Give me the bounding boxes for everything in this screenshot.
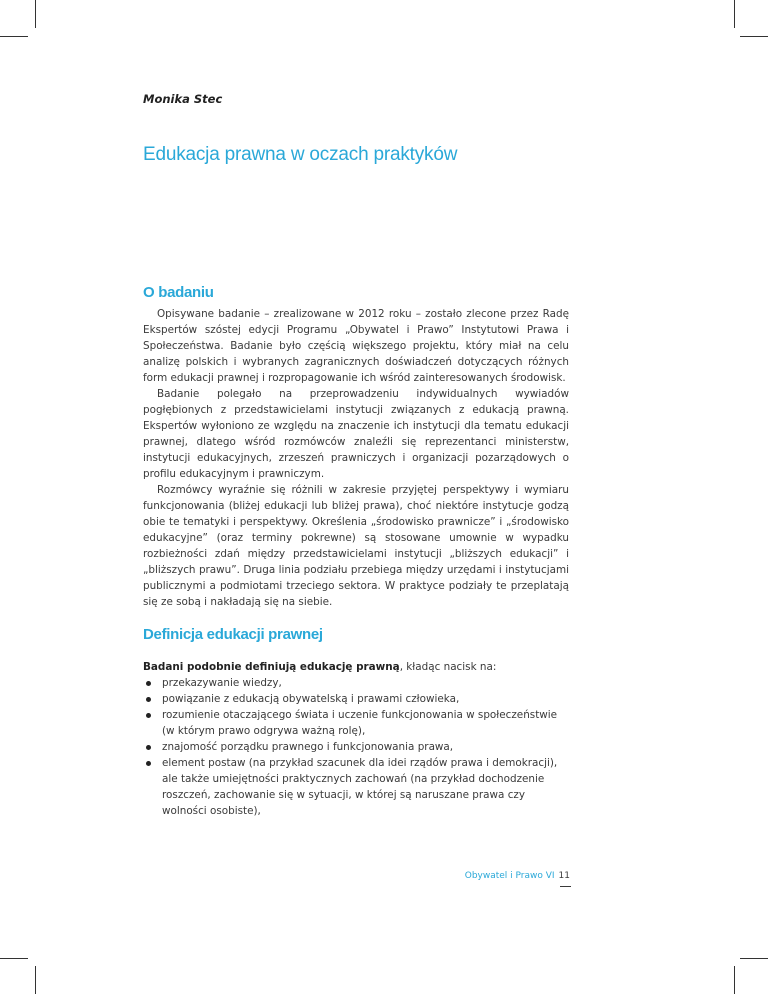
list-item: przekazywanie wiedzy, (143, 675, 569, 691)
crop-mark (734, 966, 735, 994)
bullet-list (143, 675, 569, 819)
crop-mark (0, 36, 28, 37)
crop-mark (0, 958, 28, 959)
paragraph: Badanie polegało na przeprowadzeniu indywidualnych wywiadów pogłębionych z przedstawicielami instytucji związanych z edukacją prawną. Ekspertów wyłoniono ze względu na znaczenie ich instytucji dla tematu edukacji prawnej, dlatego wśród rozmówców znaleźli się reprezentanci ministerstw, instytucji edukacyjnych, zrzeszeń prawniczych i organizacji pozarządowych o profilu edukacyjnym i prawniczym. (143, 388, 569, 480)
lead-bold: Badani podobnie definiują edukację prawną (143, 661, 400, 673)
article-title: Edukacja prawna w oczach praktyków (143, 144, 458, 165)
crop-mark (35, 966, 36, 994)
list-item: element postaw (na przykład szacunek dla idei rządów prawa i demokracji), ale także umiejętności praktycznych zachowań (na przykład dochodzenie roszczeń, zachowanie się w sytuacji, w której są naruszane prawa czy wolności osobiste), (143, 755, 569, 819)
lead-sentence (143, 659, 569, 675)
crop-mark (740, 36, 768, 37)
paragraph: Opisywane badanie – zrealizowane w 2012 roku – zostało zlecone przez Radę Ekspertów szóstej edycji Programu „Obywatel i Prawo” Instytutowi Prawa i Społeczeństwa. Badanie było częścią większego projektu, który miał na celu analizę polskich i wybranych zagranicznych doświadczeń dotyczących różnych form edukacji prawnej i rozpropagowanie ich wśród zainteresowanych środowisk. (143, 308, 569, 384)
page-footer (430, 871, 570, 881)
list-item: znajomość porządku prawnego i funkcjonowania prawa, (143, 739, 569, 755)
footer-rule (560, 886, 571, 887)
paragraph: Rozmówcy wyraźnie się różnili w zakresie przyjętej perspektywy i wymiaru funkcjonowania (bliżej edukacji lub bliżej prawa), choć niektóre instytucje godzą obie te tematyki i perspektywy. Określenia „środowisko prawnicze” i „środowisko edukacyjne” (oraz terminy pokrewne) są stosowane umownie w wypadku rozbieżności zdań między przedstawicielami instytucji „bliższych edukacji” i „bliższych prawu”. Druga linia podziału przebiega między urzędami i instytucjami publicznymi a podmiotami trzeciego sektora. W praktyce podziały te przeplatają się ze sobą i nakładają się na siebie. (143, 484, 569, 608)
page-number: 11 (558, 871, 570, 881)
list-item: rozumienie otaczającego świata i uczenie funkcjonowania w społeczeństwie (w którym prawo odgrywa ważną rolę), (143, 707, 569, 739)
list-item: powiązanie z edukacją obywatelską i prawami człowieka, (143, 691, 569, 707)
lead-rest: , kładąc nacisk na: (399, 661, 497, 673)
section-heading-o-badaniu: O badaniu (143, 284, 214, 301)
crop-mark (734, 0, 735, 28)
section-body-o-badaniu (143, 306, 569, 610)
section-body-definicja (143, 659, 569, 819)
crop-mark (740, 958, 768, 959)
section-heading-definicja: Definicja edukacji prawnej (143, 626, 323, 643)
publication-name: Obywatel i Prawo VI (464, 871, 555, 881)
author-name: Monika Stec (143, 92, 223, 106)
crop-mark (35, 0, 36, 28)
